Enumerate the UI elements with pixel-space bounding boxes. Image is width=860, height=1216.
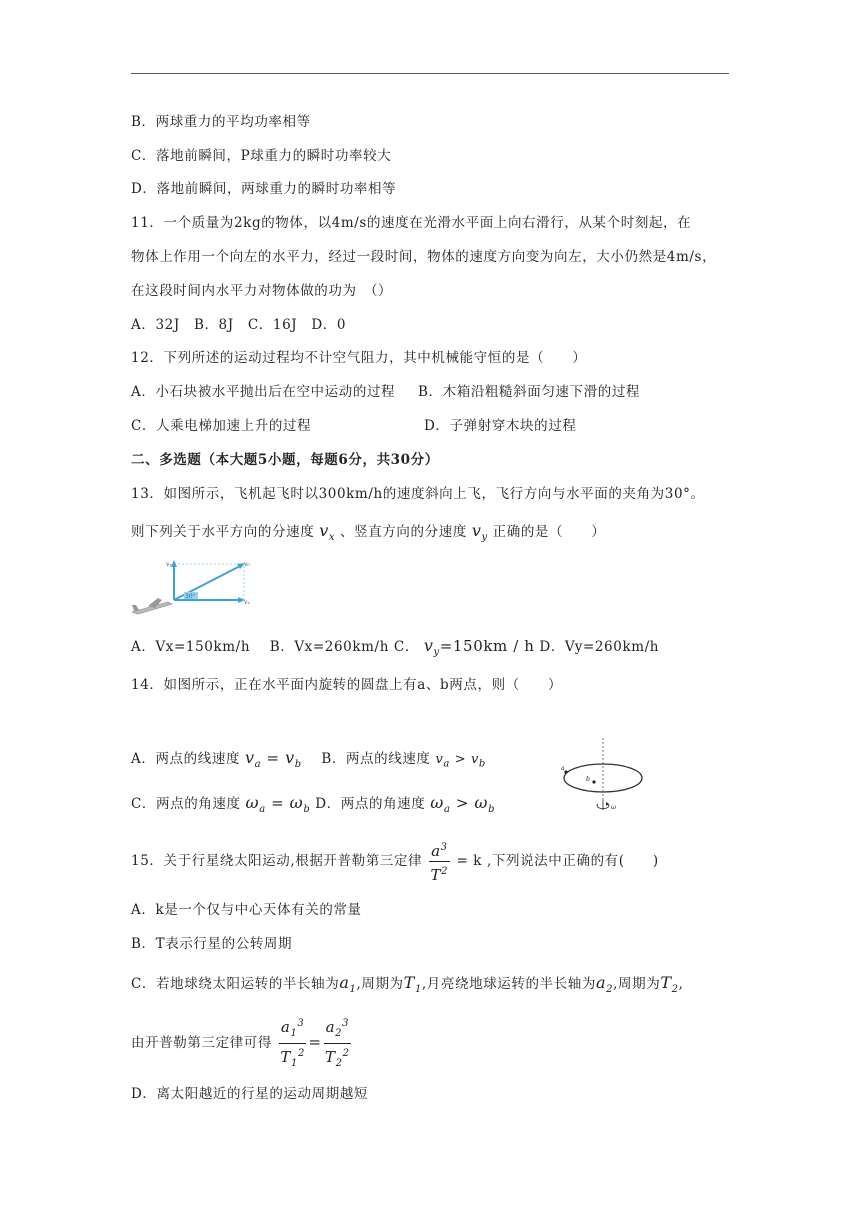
q14-stem: 14．如图所示，正在水平面内旋转的圆盘上有a、b两点，则（ ） [131,677,563,693]
a1-symbol: $a_1$ [339,973,357,996]
q14-options-ab [131,749,486,774]
q11-line-2: 物体上作用一个向左的水平力，经过一段时间，物体的速度方向变为向左，大小仍然是4m/s， [131,249,717,265]
q14-option-c-formula: $\omega_a = \omega_b$ [245,793,311,816]
q13-options [131,637,659,662]
q13-option-d: D．Vy=260km/h [539,639,660,655]
point-a-label: a [561,765,565,772]
point-b [592,780,595,783]
q10-option-c: C．落地前瞬间，P球重力的瞬时功率较大 [131,148,392,164]
vx-label: vₓ [244,599,250,606]
vx-symbol: $v_x$ [319,521,336,544]
v0-label: v₀ [244,561,250,568]
q13-line-2a: 则下列关于水平方向的分速度 [131,524,315,540]
q14-option-c: C．两点的角速度 [131,796,241,812]
vy-arrowhead [171,560,177,567]
t2-symbol: $T_2$ [660,973,679,996]
omega-label: ω [611,804,616,811]
q14-option-a-formula: $v_a = v_b$ [244,748,302,771]
rotation-arrowhead [606,802,609,806]
q12-option-b: B．木箱沿粗糙斜面匀速下滑的过程 [418,384,641,400]
q11-options: A．32J B．8J C．16J D．0 [131,317,347,333]
q15-option-c [131,974,683,999]
point-a [564,770,567,773]
q12-option-c: C．人乘电梯加速上升的过程 [131,418,312,434]
q13-line-2c: 正确的是（ ） [492,524,606,540]
t1-symbol: $T_1$ [403,973,422,996]
point-b-label: b [586,776,590,783]
q11-line-1: 11．一个质量为2kg的物体，以4m/s的速度在光滑水平面上向右滑行，从某个时刻起，在 [131,215,692,231]
q15-c-part5: , [678,976,684,992]
q15-stem [131,838,659,885]
kepler-equation-right: $\frac{a_2^3}{T_2^2}$ [324,1014,351,1073]
a2-symbol: $a_2$ [596,973,614,996]
q15-option-b: B．T表示行星的公转周期 [131,936,293,952]
kepler-equation-left: $\frac{a_1^3}{T_1^2}$ [279,1014,306,1073]
q13-line-2 [131,522,605,547]
q15-option-c-cont: 由开普勒第三定律可得 $\frac{a_1^3}{T_1^2}$ = $\frac{a_2^3}{T_2^2}$ [131,1014,353,1073]
q14-figure [556,738,646,818]
q13-option-b: B．Vx=260km/h [269,639,389,655]
kepler-fraction: $\frac{a^3}{T^2}$ [429,838,450,885]
q10-option-b: B．两球重力的平均功率相等 [131,114,311,130]
q11-line-3: 在这段时间内水平力对物体做的功为 （） [131,283,393,299]
q15-c-part2: ,周期为 [356,976,404,992]
q15-option-d: D．离太阳越近的行星的运动周期越短 [131,1086,369,1102]
q12-option-a: A．小石块被水平抛出后在空中运动的过程 [131,384,396,400]
header-rule [131,73,729,74]
q12-stem: 12．下列所述的运动过程均不计空气阻力，其中机械能守恒的是（ ） [131,350,587,366]
q15-stem-a: 15．关于行星绕太阳运动,根据开普勒第三定律 [131,853,423,869]
vy-symbol: $v_y$ [471,521,488,544]
q12-option-d: D．子弹射穿木块的过程 [424,418,577,434]
q10-option-d: D．落地前瞬间，两球重力的瞬时功率相等 [131,181,397,197]
q14-option-b: B．两点的线速度 [321,751,431,767]
q13-option-c-formula: $v_y=150km / h$ [423,636,535,659]
q14-option-d-formula: $\omega_a > \omega_b$ [430,793,496,816]
q15-c-part3: ,月亮绕地球运转的半长轴为 [421,976,596,992]
vy-label: vᵧ [166,561,172,568]
q14-options-cd [131,794,495,819]
q14-option-a: A．两点的线速度 [131,751,241,767]
q13-line-1: 13．如图所示，飞机起飞时以300km/h的速度斜向上飞，飞行方向与水平面的夹角为30°。 [131,486,705,502]
section-2-title: 二、多选题（本大题5小题，每题6分，共30分） [131,452,439,468]
q15-stem-b: = k ,下列说法中正确的有( ) [456,853,659,869]
q13-option-a: A．Vx=150km/h [131,639,251,655]
q15-c-part1: C．若地球绕太阳运转的半长轴为 [131,976,340,992]
q13-figure [128,558,253,618]
angle-label: 30° [185,593,196,600]
q14-option-d: D．两点的角速度 [315,796,426,812]
q13-option-c: C． [393,639,419,655]
q15-option-a: A．k是一个仅与中心天体有关的常量 [131,902,362,918]
q15-c-part4: ,周期为 [613,976,661,992]
q15-c-part6: 由开普勒第三定律可得 [131,1035,272,1051]
airplane-icon [132,598,172,614]
q13-line-2b: 、竖直方向的分速度 [340,524,467,540]
q14-option-b-formula: $v_a > v_b$ [435,752,486,770]
